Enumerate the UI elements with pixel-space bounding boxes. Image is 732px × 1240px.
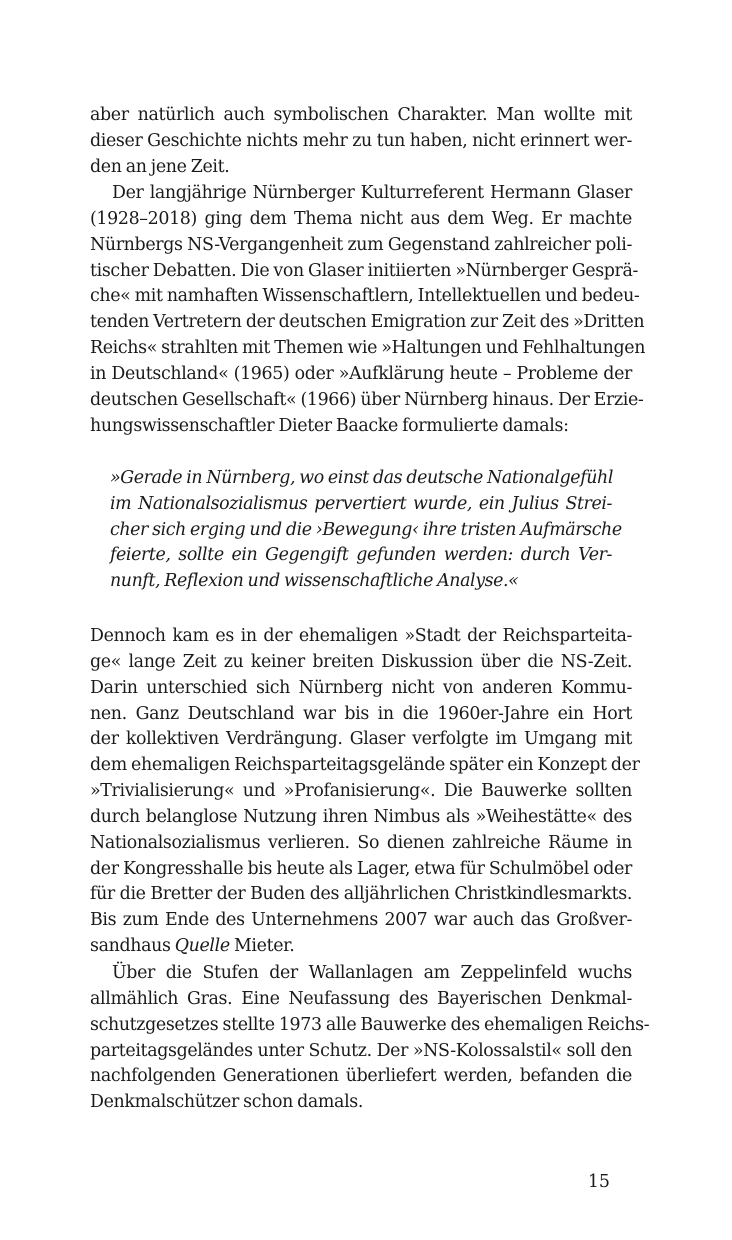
text-line: aber natürlich auch symbolischen Charakter. Man wollte mit [90, 105, 632, 125]
text-fragment: sandhaus [90, 936, 175, 957]
text-line: den an jene Zeit. [90, 156, 230, 177]
text-line: »Trivialisierung« und »Profanisierung«. Die Bauwerke sollten [90, 781, 632, 802]
text-line: Der langjährige Nürnberger Kulturreferent Hermann Glaser [112, 183, 632, 203]
text-line: nen. Ganz Deutschland war bis in die 1960er-Jahre ein Hort [90, 703, 632, 724]
quote-line: feierte, sollte ein Gegengift gefunden werden: durch Ver- [110, 545, 612, 566]
text-line: dem ehemaligen Reichsparteitagsgelände später ein Konzept der [90, 755, 640, 776]
text-line: nachfolgenden Generationen überliefert werden, befanden die [90, 1066, 632, 1087]
text-line: hungswissenschaftler Dieter Baacke formulierte damals: [90, 415, 569, 436]
text-line: Über die Stufen der Wallanlagen am Zeppelinfeld wuchs [112, 963, 632, 983]
text-line: in Deutschland« (1965) oder »Aufklärung heute – Probleme der [90, 363, 632, 384]
text-line: Darin unterschied sich Nürnberg nicht von anderen Kommu- [90, 677, 632, 698]
quote-line: nunft, Reflexion und wissenschaftliche Analyse.« [110, 571, 519, 592]
text-line: (1928–2018) ging dem Thema nicht aus dem Weg. Er machte [90, 208, 632, 229]
text-line: Denkmalschützer schon damals. [90, 1092, 364, 1113]
quote-line: »Gerade in Nürnberg, wo einst das deutsche Nationalgefühl [110, 468, 613, 488]
text-line: schutzgesetzes stellte 1973 alle Bauwerke des ehemaligen Reichs- [90, 1014, 650, 1035]
text-line: der kollektiven Verdrängung. Glaser verfolgte im Umgang mit [90, 729, 632, 750]
paragraph-1 [90, 103, 632, 181]
block-quote [110, 466, 622, 595]
paragraph-2 [90, 181, 646, 439]
text-line: ge« lange Zeit zu keiner breiten Diskussion über die NS-Zeit. [90, 651, 632, 672]
quote-line: im Nationalsozialismus pervertiert wurde, ein Julius Strei- [110, 493, 612, 514]
text-line [90, 934, 632, 960]
paragraph-3 [90, 624, 640, 960]
text-line: parteitagsgeländes unter Schutz. Der »NS-Kolossalstil« soll den [90, 1040, 632, 1061]
text-line: Nürnbergs NS-Vergangenheit zum Gegenstand zahlreicher poli- [90, 234, 632, 255]
text-line: allmählich Gras. Eine Neufassung des Bayerischen Denkmal- [90, 988, 632, 1009]
text-line: Bis zum Ende des Unternehmens 2007 war auch das Großver- [90, 910, 632, 931]
company-name-italic: Quelle [174, 936, 230, 957]
page-number: 15 [587, 1172, 610, 1192]
text-fragment: Mieter. [229, 936, 295, 957]
text-line: deutschen Gesellschaft« (1966) über Nürnberg hinaus. Der Erzie- [90, 389, 644, 410]
quote-line: cher sich erging und die ›Bewegung‹ ihre tristen Aufmärsche [110, 519, 622, 540]
paragraph-4 [90, 961, 650, 1116]
text-line: dieser Geschichte nichts mehr zu tun haben, nicht erinnert wer- [90, 130, 632, 151]
text-line: che« mit namhaften Wissenschaftlern, Intellektuellen und bedeu- [90, 286, 640, 307]
text-line: Reichs« strahlten mit Themen wie »Haltungen und Fehlhaltungen [90, 338, 646, 359]
text-line: tenden Vertretern der deutschen Emigration zur Zeit des »Dritten [90, 312, 645, 333]
text-line: Dennoch kam es in der ehemaligen »Stadt der Reichsparteita- [90, 626, 632, 646]
text-line: der Kongresshalle bis heute als Lager, etwa für Schulmöbel oder [90, 858, 632, 879]
text-line: durch belanglose Nutzung ihren Nimbus als »Weihestätte« des [90, 806, 632, 827]
text-line: für die Bretter der Buden des alljährlichen Christkindlesmarkts. [90, 884, 632, 905]
text-line: Nationalsozialismus verlieren. So dienen zahlreiche Räume in [90, 832, 632, 853]
text-line: tischer Debatten. Die von Glaser initiierten »Nürnberger Gesprä- [90, 260, 639, 281]
